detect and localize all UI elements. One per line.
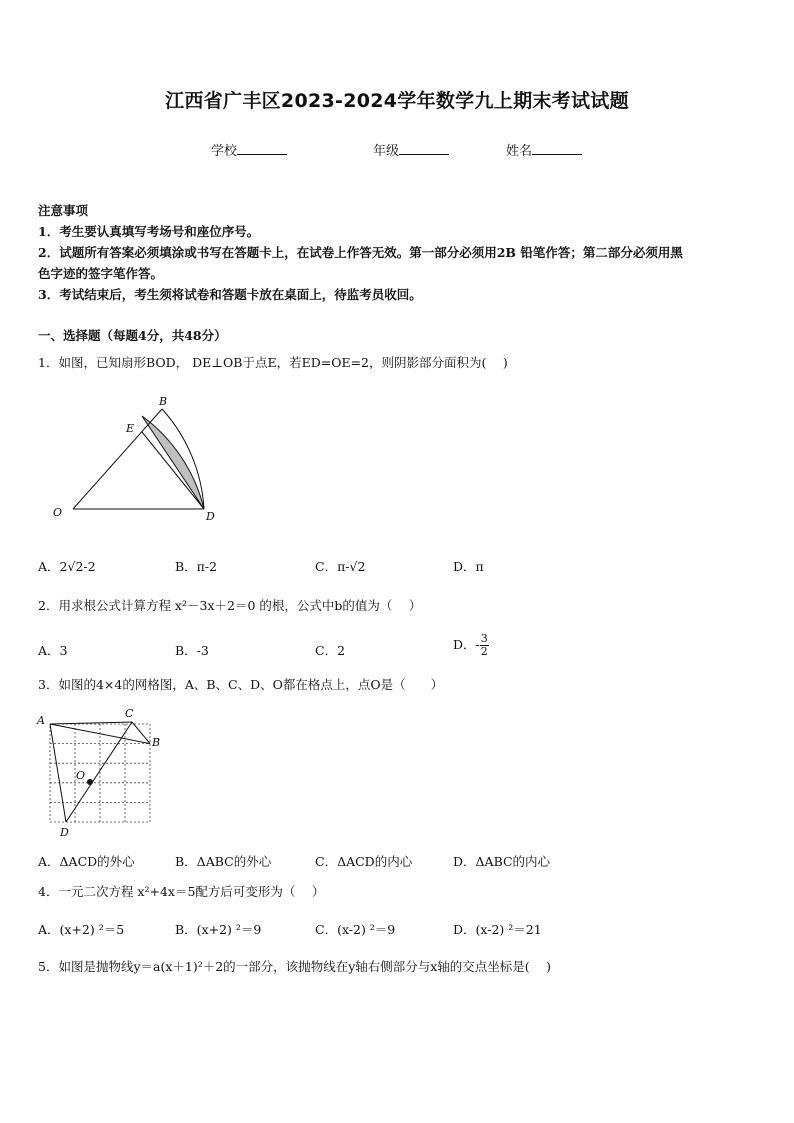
q1-sector-figure	[44, 392, 224, 527]
grid-lines	[50, 724, 150, 822]
label-b: B	[159, 395, 168, 408]
q4-option-d[interactable]: D．(x-2) ²＝21	[453, 922, 542, 937]
q5-text: 5．如图是抛物线y＝a(x＋1)²＋2的一部分，该抛物线在y轴右侧部分与x轴的交点坐标是( )	[38, 959, 552, 974]
grade-blank[interactable]	[399, 142, 449, 155]
notice-item-2: 2．试题所有答案必须填涂或书写在答题卡上，在试卷上作答无效。第一部分必须用2B 铅笔作答；第二部分必须用黑	[38, 245, 683, 260]
grade-field	[373, 140, 449, 159]
section-heading: 一、选择题（每题4分，共48分）	[38, 328, 227, 343]
label-d: D	[60, 826, 69, 839]
q2-option-d-label: D．-	[453, 637, 480, 652]
school-blank[interactable]	[237, 142, 287, 155]
q1-option-a[interactable]: A．2√2-2	[38, 559, 96, 574]
q3-grid-figure	[34, 706, 169, 841]
q2-option-b[interactable]: B．-3	[175, 643, 209, 658]
q3-text: 3．如图的4×4的网格图，A、B、C、D、O都在格点上，点O是（ ）	[38, 677, 444, 692]
label-b: B	[152, 736, 161, 749]
q4-option-a[interactable]: A．(x+2) ²＝5	[38, 922, 125, 937]
q4-text: 4．一元二次方程 x²+4x＝5配方后可变形为（ ）	[38, 884, 325, 899]
q1-option-b[interactable]: B．π-2	[175, 559, 218, 574]
q3-option-d[interactable]: D．ΔABC的内心	[453, 854, 551, 869]
label-o: O	[53, 506, 63, 519]
name-label: 姓名	[506, 144, 533, 159]
notice-item-1: 1．考生要认真填写考场号和座位序号。	[38, 224, 260, 239]
fraction-denominator: 2	[480, 645, 488, 658]
q1-text: 1．如图，已知扇形BOD， DE⊥OB于点E，若ED=OE=2，则阴影部分面积为( )	[38, 355, 508, 370]
label-e: E	[126, 422, 135, 435]
q3-option-a[interactable]: A．ΔACD的外心	[38, 854, 135, 869]
q2-option-d[interactable]	[453, 633, 489, 658]
notice-item-2-cont: 色字迹的签字笔作答。	[38, 266, 164, 281]
fraction-numerator: 3	[480, 632, 488, 645]
label-c: C	[125, 707, 134, 720]
segment-ed	[142, 432, 204, 509]
name-field	[506, 140, 582, 159]
q3-option-c[interactable]: C．ΔACD的内心	[315, 854, 413, 869]
q4-option-b[interactable]: B．(x+2) ²＝9	[175, 922, 262, 937]
name-blank[interactable]	[532, 142, 582, 155]
label-a: A	[37, 714, 45, 727]
q2-text: 2．用求根公式计算方程 x²－3x＋2＝0 的根，公式中b的值为（ ）	[38, 598, 422, 613]
label-d: D	[206, 510, 215, 523]
q3-option-b[interactable]: B．ΔABC的外心	[175, 854, 272, 869]
school-field	[211, 140, 287, 159]
notice-heading: 注意事项	[38, 203, 89, 218]
q2-option-c[interactable]: C．2	[315, 643, 346, 658]
q4-option-c[interactable]: C．(x-2) ²＝9	[315, 922, 396, 937]
q1-option-d[interactable]: D．π	[453, 559, 484, 574]
q2-option-d-fraction	[480, 633, 489, 658]
exam-title: 江西省广丰区2023-2024学年数学九上期末考试试题	[165, 90, 629, 112]
point-o	[87, 779, 93, 785]
label-o: O	[76, 769, 86, 782]
school-label: 学校	[211, 144, 238, 159]
grade-label: 年级	[373, 144, 400, 159]
segment-ob	[73, 409, 162, 509]
q2-option-a[interactable]: A．3	[38, 643, 68, 658]
q1-option-c[interactable]: C．π-√2	[315, 559, 366, 574]
notice-item-3: 3．考试结束后，考生须将试卷和答题卡放在桌面上，待监考员收回。	[38, 287, 422, 302]
